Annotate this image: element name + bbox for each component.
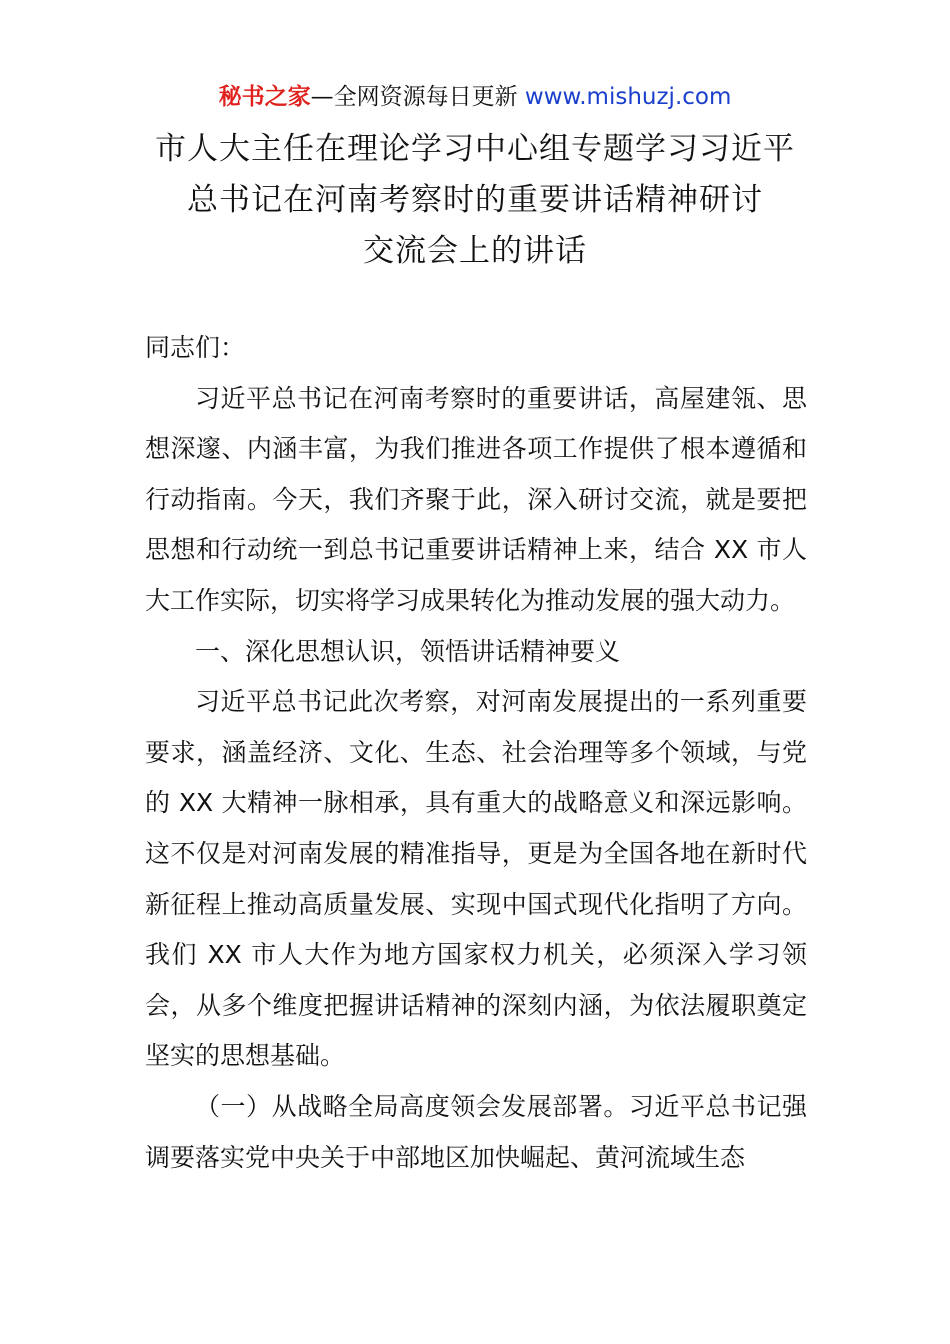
- document-body: [145, 323, 807, 1183]
- paragraph-section-1: 习近平总书记此次考察，对河南发展提出的一系列重要要求，涵盖经济、文化、生态、社会治理等多个领域，与党的 XX 大精神一脉相承，具有重大的战略意义和深远影响。这不仅是对河南发展的精准指导，更是为全国各地在新时代新征程上推动高质量发展、实现中国式现代化指明了方向。我们 XX 市人大作为地方国家权力机关，必须深入学习领会，从多个维度把握讲话精神的深刻内涵，为依法履职奠定坚实的思想基础。: [145, 687, 807, 1071]
- document-title: [0, 124, 950, 277]
- section-heading-1: 一、深化思想认识，领悟讲话精神要义: [195, 636, 621, 666]
- title-line-1: 市人大主任在理论学习中心组专题学习习近平: [155, 131, 795, 167]
- title-line-3: 交流会上的讲话: [363, 233, 587, 269]
- paragraph-subsection-1: （一）从战略全局高度领会发展部署。习近平总书记强调要落实党中央关于中部地区加快崛起、黄河流域生态: [145, 1091, 807, 1172]
- header-tagline: —全网资源每日更新: [310, 84, 525, 110]
- title-line-2: 总书记在河南考察时的重要讲话精神研讨: [187, 182, 763, 218]
- paragraph-intro: 习近平总书记在河南考察时的重要讲话，高屋建瓴、思想深邃、内涵丰富，为我们推进各项工作提供了根本遵循和行动指南。今天，我们齐聚于此，深入研讨交流，就是要把思想和行动统一到总书记重要讲话精神上来，结合 XX 市人大工作实际，切实将学习成果转化为推动发展的强大动力。: [145, 383, 807, 615]
- salutation: 同志们：: [145, 333, 246, 362]
- site-header: [0, 80, 950, 114]
- site-url-link[interactable]: www.mishuzj.com: [524, 84, 732, 110]
- brand-name: 秘书之家: [218, 84, 311, 110]
